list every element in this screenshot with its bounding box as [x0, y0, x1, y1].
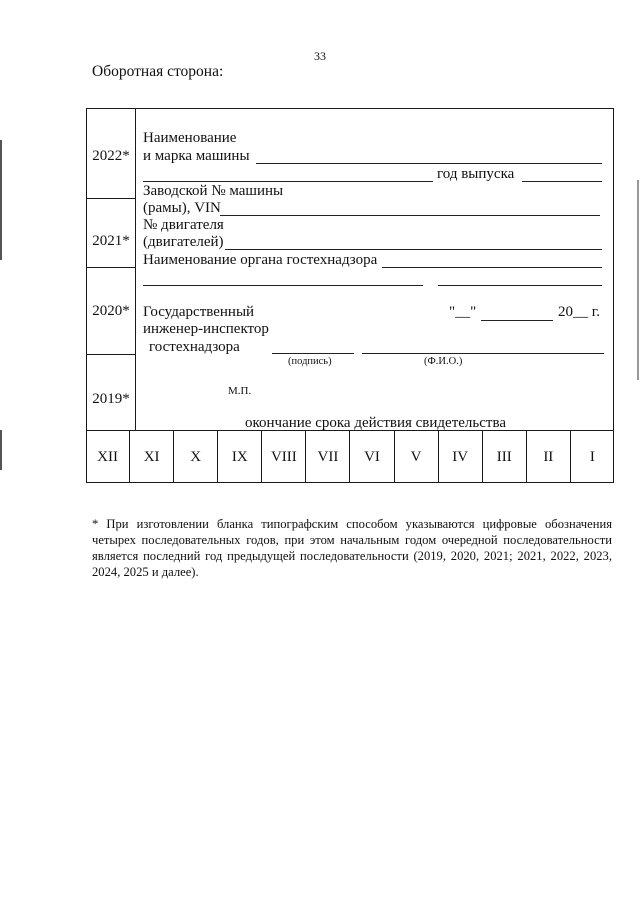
- month-cell: II: [527, 431, 571, 483]
- month-cell: XI: [130, 431, 174, 483]
- year-label: 2020*: [92, 303, 130, 319]
- inspector-label-line3: гостехнадзора: [149, 339, 240, 355]
- engine-number-label-line2: (двигателей): [143, 234, 224, 250]
- name-field-line[interactable]: [256, 163, 602, 164]
- year-divider: [86, 354, 136, 355]
- month-cell: XII: [86, 431, 130, 483]
- month-cell: X: [174, 431, 218, 483]
- month-cell: I: [589, 448, 595, 465]
- scan-edge-mark: [0, 430, 2, 470]
- page-number: 33: [314, 49, 326, 63]
- scan-edge-mark: [637, 180, 639, 380]
- year-divider: [86, 267, 136, 268]
- authority-field-line[interactable]: [382, 267, 602, 268]
- month-cell: IX: [218, 431, 262, 483]
- year-label: 2019*: [92, 391, 130, 407]
- month-cell: III: [483, 431, 527, 483]
- scan-edge-mark: [0, 140, 2, 260]
- factory-number-label-line2: (рамы), VIN: [143, 200, 221, 216]
- authority-label: Наименование органа гостехнадзора: [143, 252, 378, 268]
- month-cell: VIII: [262, 431, 306, 483]
- engine-field-line[interactable]: [225, 249, 602, 250]
- year-label: 2021*: [92, 233, 130, 249]
- manufacture-year-field-line[interactable]: [522, 181, 602, 182]
- name-field-line-2[interactable]: [143, 181, 433, 182]
- month-cell: V: [395, 431, 439, 483]
- month-cell: IV: [439, 431, 483, 483]
- factory-number-label-line1: Заводской № машины: [143, 183, 284, 199]
- inspector-label-line2: инженер-инспектор: [143, 321, 269, 337]
- year-divider: [86, 198, 136, 199]
- month-cell: VI: [350, 431, 394, 483]
- engine-number-label-line1: № двигателя: [143, 217, 224, 233]
- month-cell: VII: [306, 431, 350, 483]
- date-day-field[interactable]: "__": [449, 304, 477, 320]
- name-label-line2: и марка машины: [143, 148, 250, 164]
- signature-caption: (подпись): [288, 356, 332, 367]
- inspector-label-line1: Государственный: [143, 304, 255, 320]
- signature-field-line[interactable]: [272, 353, 354, 354]
- date-year-field[interactable]: 20__ г.: [558, 304, 600, 320]
- footnote: * При изготовлении бланка типографским способом указываются цифровые обозначения четырех последовательных годов, при этом начальным годом очередной последовательности является последний год предыдущей последовательности (2019, 2020, 2021; 2021, 2022, 2023, 2024, 2025 и далее).: [92, 517, 612, 579]
- authority-field-line-2[interactable]: [143, 285, 423, 286]
- year-label: 2022*: [92, 148, 130, 164]
- year-column: [86, 108, 136, 430]
- expiry-label: окончание срока действия свидетельства: [245, 415, 506, 431]
- manufacture-year-label: год выпуска: [437, 166, 515, 182]
- authority-field-line-3[interactable]: [438, 285, 602, 286]
- name-label-line1: Наименование: [143, 130, 237, 146]
- expiry-months-row: [86, 430, 614, 483]
- vin-field-line[interactable]: [220, 215, 600, 216]
- stamp-label: М.П.: [228, 385, 252, 397]
- fio-caption: (Ф.И.О.): [424, 356, 463, 367]
- date-month-field-line[interactable]: [481, 320, 553, 321]
- page-heading: Оборотная сторона:: [92, 63, 224, 80]
- fio-field-line[interactable]: [362, 353, 604, 354]
